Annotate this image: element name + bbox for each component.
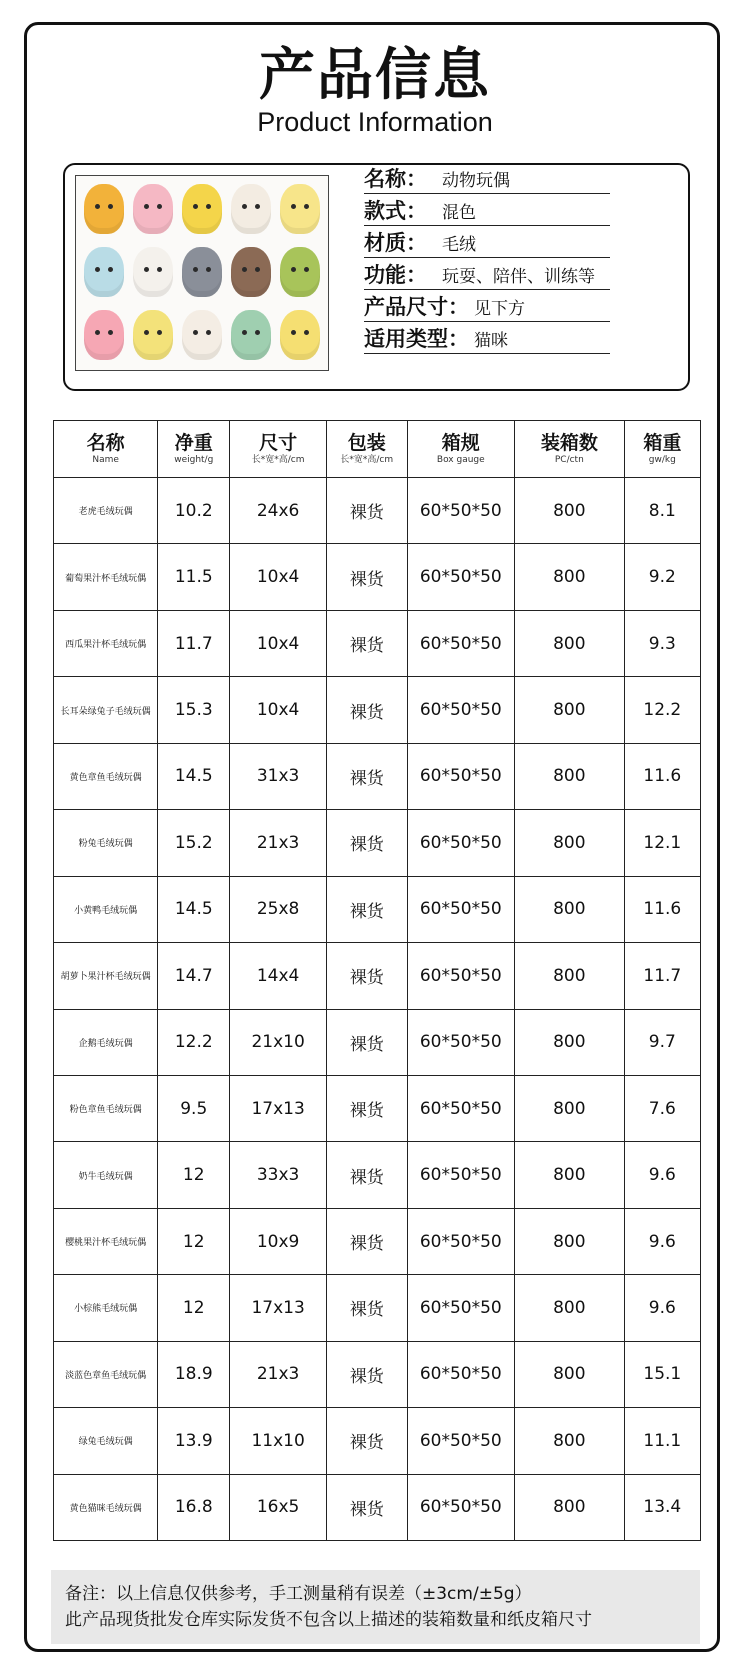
table-cell: 9.6 <box>624 1275 700 1341</box>
spec-row <box>364 224 610 258</box>
table-cell: 11.5 <box>158 544 230 610</box>
spec-row <box>364 256 610 290</box>
spec-key: 产品尺寸： <box>364 295 469 319</box>
table-row <box>54 1408 701 1474</box>
table-cell: 11x10 <box>230 1408 327 1474</box>
table-cell: 14.5 <box>158 743 230 809</box>
spec-key: 款式： <box>364 199 427 223</box>
table-cell: 60*50*50 <box>407 1208 514 1274</box>
column-header-cn: 装箱数 <box>540 432 598 454</box>
table-cell: 60*50*50 <box>407 677 514 743</box>
table-cell: 12.1 <box>624 810 700 876</box>
table-cell: 9.5 <box>158 1075 230 1141</box>
column-header-en: PC/ctn <box>554 455 584 465</box>
table-cell: 60*50*50 <box>407 1474 514 1540</box>
table-cell: 21x10 <box>230 1009 327 1075</box>
table-cell: 800 <box>515 1009 625 1075</box>
table-row <box>54 1142 701 1208</box>
table-cell: 裸货 <box>326 743 407 809</box>
table-cell: 60*50*50 <box>407 943 514 1009</box>
spec-value: 玩耍、陪伴、训练等 <box>442 267 595 287</box>
spec-row <box>364 192 610 226</box>
table-row <box>54 1341 701 1407</box>
table-cell: 裸货 <box>326 1474 407 1540</box>
table-row <box>54 1474 701 1540</box>
table-cell: 裸货 <box>326 876 407 942</box>
table-cell: 12 <box>158 1275 230 1341</box>
table-cell: 800 <box>515 1208 625 1274</box>
table-cell: 60*50*50 <box>407 610 514 676</box>
table-cell: 16x5 <box>230 1474 327 1540</box>
table-cell: 800 <box>515 610 625 676</box>
table-cell: 13.9 <box>158 1408 230 1474</box>
table-cell: 800 <box>515 1275 625 1341</box>
plush-toy-icon <box>84 247 124 297</box>
spec-key: 名称： <box>364 167 427 191</box>
column-header-en: 长*宽*高/cm <box>251 455 305 465</box>
spec-value: 动物玩偶 <box>442 171 510 191</box>
table-cell: 9.3 <box>624 610 700 676</box>
table-header-row <box>54 421 701 478</box>
column-header-cn: 名称 <box>86 432 125 454</box>
plush-toy-icon <box>182 310 222 360</box>
table-cell: 21x3 <box>230 810 327 876</box>
product-name-cell: 小棕熊毛绒玩偶 <box>54 1275 158 1341</box>
table-cell: 裸货 <box>326 1009 407 1075</box>
table-cell: 裸货 <box>326 810 407 876</box>
table-row <box>54 1009 701 1075</box>
product-name-cell: 绿兔毛绒玩偶 <box>54 1408 158 1474</box>
spec-key: 功能： <box>364 263 427 287</box>
product-name-cell: 淡蓝色章鱼毛绒玩偶 <box>54 1341 158 1407</box>
plush-toy-icon <box>84 310 124 360</box>
column-header <box>54 421 158 478</box>
table-cell: 60*50*50 <box>407 1009 514 1075</box>
column-header-en: gw/kg <box>648 455 676 465</box>
table-cell: 800 <box>515 1142 625 1208</box>
table-cell: 裸货 <box>326 943 407 1009</box>
table-cell: 60*50*50 <box>407 743 514 809</box>
note-line-2: 此产品现货批发仓库实际发货不包含以上描述的装箱数量和纸皮箱尺寸 <box>65 1610 592 1630</box>
column-header-cn: 尺寸 <box>259 432 298 454</box>
table-row <box>54 677 701 743</box>
table-cell: 裸货 <box>326 1275 407 1341</box>
spec-row <box>364 288 610 322</box>
column-header-cn: 包装 <box>347 432 386 454</box>
table-cell: 11.6 <box>624 743 700 809</box>
table-cell: 800 <box>515 478 625 544</box>
table-row <box>54 943 701 1009</box>
table-cell: 裸货 <box>326 1208 407 1274</box>
table-cell: 11.6 <box>624 876 700 942</box>
plush-toy-icon <box>133 310 173 360</box>
table-cell: 800 <box>515 1341 625 1407</box>
table-cell: 800 <box>515 677 625 743</box>
table-cell: 12.2 <box>158 1009 230 1075</box>
plush-toy-icon <box>280 184 320 234</box>
spec-value: 毛绒 <box>442 235 476 255</box>
table-cell: 12 <box>158 1142 230 1208</box>
table-row <box>54 478 701 544</box>
product-name-cell: 胡萝卜果汁杯毛绒玩偶 <box>54 943 158 1009</box>
product-name-cell: 粉色章鱼毛绒玩偶 <box>54 1075 158 1141</box>
table-cell: 800 <box>515 943 625 1009</box>
table-cell: 60*50*50 <box>407 544 514 610</box>
page-title: 产品信息 <box>259 43 491 108</box>
column-header <box>158 421 230 478</box>
product-name-cell: 奶牛毛绒玩偶 <box>54 1142 158 1208</box>
table-cell: 10x4 <box>230 677 327 743</box>
product-name-cell: 企鹅毛绒玩偶 <box>54 1009 158 1075</box>
table-cell: 800 <box>515 876 625 942</box>
product-photo <box>75 175 329 371</box>
table-cell: 21x3 <box>230 1341 327 1407</box>
plush-toy-icon <box>133 184 173 234</box>
table-cell: 18.9 <box>158 1341 230 1407</box>
plush-toy-icon <box>280 247 320 297</box>
table-cell: 16.8 <box>158 1474 230 1540</box>
table-cell: 裸货 <box>326 1075 407 1141</box>
product-table <box>53 420 701 1541</box>
table-cell: 17x13 <box>230 1275 327 1341</box>
plush-toy-icon <box>84 184 124 234</box>
table-cell: 10.2 <box>158 478 230 544</box>
product-name-cell: 老虎毛绒玩偶 <box>54 478 158 544</box>
table-cell: 15.1 <box>624 1341 700 1407</box>
plush-toy-icon <box>133 247 173 297</box>
table-cell: 24x6 <box>230 478 327 544</box>
table-cell: 800 <box>515 810 625 876</box>
table-cell: 10x4 <box>230 610 327 676</box>
table-row <box>54 743 701 809</box>
column-header <box>230 421 327 478</box>
table-cell: 60*50*50 <box>407 1341 514 1407</box>
table-row <box>54 1208 701 1274</box>
table-row <box>54 876 701 942</box>
spec-row <box>364 320 610 354</box>
note-line-1: 备注：以上信息仅供参考，手工测量稍有误差（±3cm/±5g） <box>65 1584 532 1604</box>
plush-toy-icon <box>231 184 271 234</box>
table-cell: 9.7 <box>624 1009 700 1075</box>
column-header-cn: 箱规 <box>441 432 480 454</box>
table-cell: 裸货 <box>326 478 407 544</box>
spec-key: 适用类型： <box>364 327 469 351</box>
table-cell: 12 <box>158 1208 230 1274</box>
spec-row <box>364 160 610 194</box>
table-cell: 11.7 <box>158 610 230 676</box>
table-cell: 裸货 <box>326 1341 407 1407</box>
plush-toy-icon <box>182 247 222 297</box>
table-cell: 800 <box>515 1474 625 1540</box>
product-name-cell: 小黄鸭毛绒玩偶 <box>54 876 158 942</box>
product-name-cell: 粉兔毛绒玩偶 <box>54 810 158 876</box>
product-name-cell: 葡萄果汁杯毛绒玩偶 <box>54 544 158 610</box>
table-cell: 14.7 <box>158 943 230 1009</box>
product-name-cell: 西瓜果汁杯毛绒玩偶 <box>54 610 158 676</box>
table-cell: 17x13 <box>230 1075 327 1141</box>
table-cell: 14.5 <box>158 876 230 942</box>
table-cell: 60*50*50 <box>407 1075 514 1141</box>
table-cell: 25x8 <box>230 876 327 942</box>
table-cell: 60*50*50 <box>407 1408 514 1474</box>
spec-key: 材质： <box>364 231 427 255</box>
table-row <box>54 810 701 876</box>
table-cell: 9.2 <box>624 544 700 610</box>
table-row <box>54 1275 701 1341</box>
product-name-cell: 长耳朵绿兔子毛绒玩偶 <box>54 677 158 743</box>
table-cell: 15.3 <box>158 677 230 743</box>
product-name-cell: 黄色猫咪毛绒玩偶 <box>54 1474 158 1540</box>
table-cell: 9.6 <box>624 1142 700 1208</box>
table-cell: 12.2 <box>624 677 700 743</box>
spec-value: 猫咪 <box>474 331 508 351</box>
column-header <box>407 421 514 478</box>
spec-value: 混色 <box>442 203 476 223</box>
column-header <box>624 421 700 478</box>
table-cell: 8.1 <box>624 478 700 544</box>
table-cell: 60*50*50 <box>407 1142 514 1208</box>
table-cell: 31x3 <box>230 743 327 809</box>
table-cell: 60*50*50 <box>407 1275 514 1341</box>
table-cell: 9.6 <box>624 1208 700 1274</box>
table-cell: 裸货 <box>326 610 407 676</box>
column-header-cn: 净重 <box>174 432 213 454</box>
plush-toy-icon <box>231 310 271 360</box>
table-cell: 13.4 <box>624 1474 700 1540</box>
table-cell: 800 <box>515 1408 625 1474</box>
table-cell: 14x4 <box>230 943 327 1009</box>
table-cell: 15.2 <box>158 810 230 876</box>
product-name-cell: 黄色章鱼毛绒玩偶 <box>54 743 158 809</box>
table-cell: 11.1 <box>624 1408 700 1474</box>
table-cell: 60*50*50 <box>407 810 514 876</box>
table-cell: 60*50*50 <box>407 876 514 942</box>
column-header-cn: 箱重 <box>643 432 682 454</box>
column-header <box>515 421 625 478</box>
table-cell: 裸货 <box>326 677 407 743</box>
table-row <box>54 610 701 676</box>
note-box <box>51 1570 700 1644</box>
column-header-en: weight/g <box>174 455 214 465</box>
column-header-en: Name <box>92 455 119 465</box>
table-cell: 60*50*50 <box>407 478 514 544</box>
table-cell: 裸货 <box>326 1408 407 1474</box>
table-cell: 800 <box>515 1075 625 1141</box>
product-name-cell: 樱桃果汁杯毛绒玩偶 <box>54 1208 158 1274</box>
table-row <box>54 1075 701 1141</box>
table-cell: 裸货 <box>326 544 407 610</box>
plush-toy-icon <box>280 310 320 360</box>
table-cell: 33x3 <box>230 1142 327 1208</box>
page-subtitle: Product Information <box>257 107 493 137</box>
table-cell: 800 <box>515 544 625 610</box>
table-row <box>54 544 701 610</box>
column-header-en: 长*宽*高/cm <box>340 455 394 465</box>
table-cell: 10x9 <box>230 1208 327 1274</box>
table-cell: 11.7 <box>624 943 700 1009</box>
table-cell: 7.6 <box>624 1075 700 1141</box>
column-header-en: Box gauge <box>436 455 485 465</box>
plush-toy-icon <box>182 184 222 234</box>
spec-value: 见下方 <box>474 299 525 319</box>
plush-toy-icon <box>231 247 271 297</box>
column-header <box>326 421 407 478</box>
table-cell: 裸货 <box>326 1142 407 1208</box>
table-cell: 10x4 <box>230 544 327 610</box>
table-cell: 800 <box>515 743 625 809</box>
